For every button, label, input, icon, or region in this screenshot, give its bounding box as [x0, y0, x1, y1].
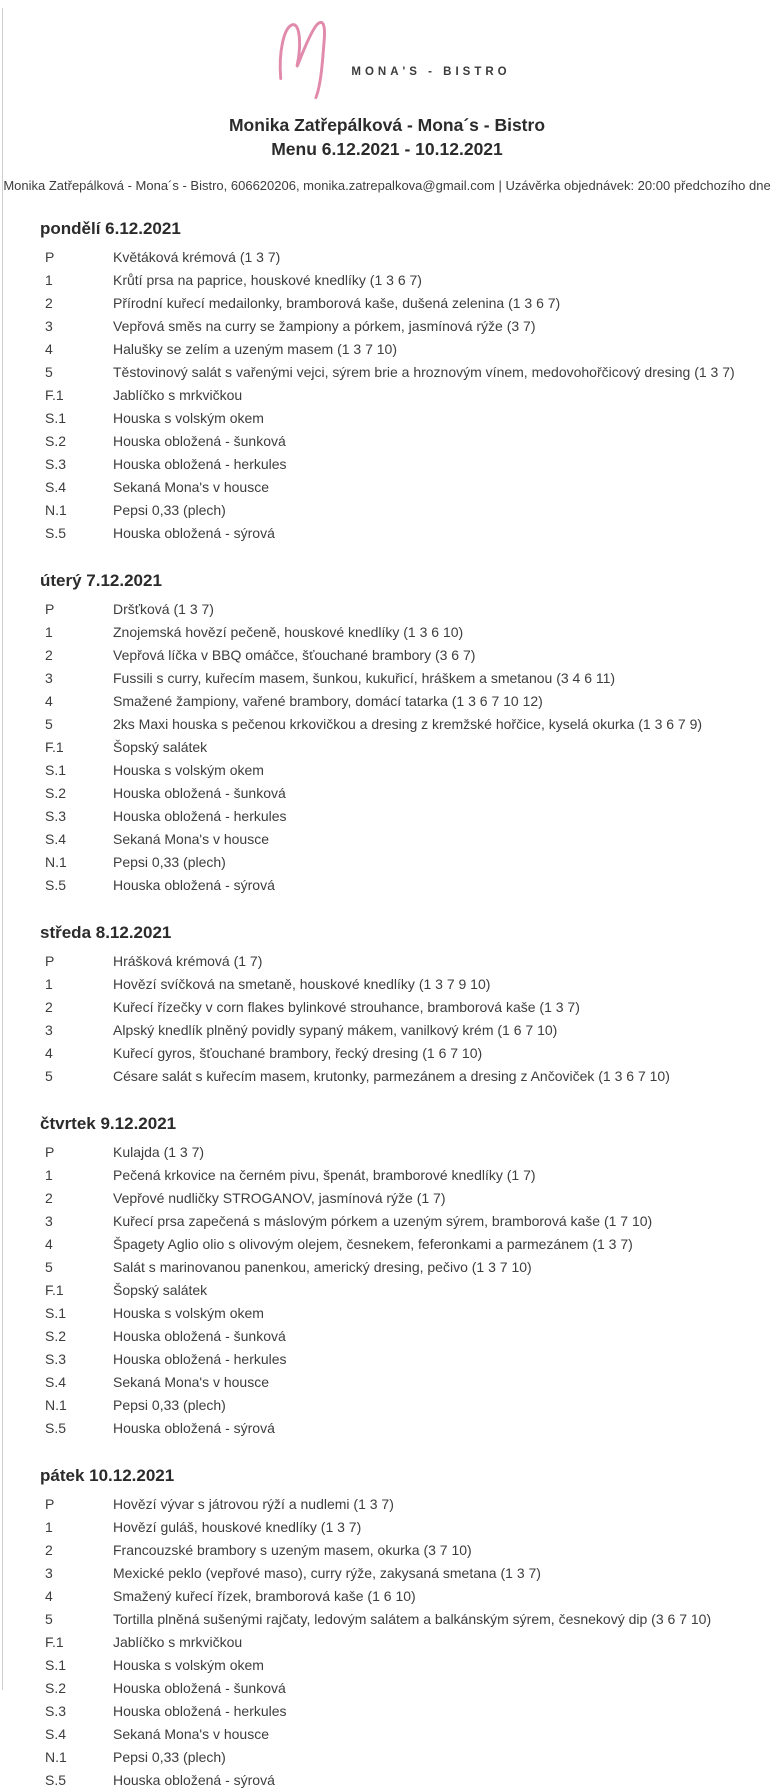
item-code: 3 [45, 670, 53, 687]
item-code: S.3 [45, 808, 67, 825]
logo [0, 12, 774, 104]
item-code: 3 [45, 1022, 53, 1039]
item-text: Sekaná Mona's v housce [113, 1726, 269, 1743]
item-code: 2 [45, 999, 53, 1016]
item-code: 5 [45, 1259, 53, 1276]
item-code: 4 [45, 341, 53, 358]
item-code: S.2 [45, 433, 67, 450]
item-text: Houska obložená - sýrová [113, 877, 275, 894]
item-code: S.1 [45, 1657, 67, 1674]
item-text: Hovězí guláš, houskové knedlíky (1 3 7) [113, 1519, 362, 1536]
menu-item-row [0, 522, 774, 545]
menu-item-row [0, 973, 774, 996]
menu-item-row [0, 874, 774, 897]
item-code: 3 [45, 1565, 53, 1582]
item-text: Pepsi 0,33 (plech) [113, 1749, 226, 1766]
item-text: Špagety Aglio olio s olivovým olejem, česnekem, feferonkami a parmezánem (1 3 7) [113, 1236, 633, 1253]
item-code: S.4 [45, 831, 67, 848]
menu-item-row [0, 1493, 774, 1516]
item-code: F.1 [45, 739, 64, 756]
menu-item-row [0, 1516, 774, 1539]
menu-date-range: Menu 6.12.2021 - 10.12.2021 [271, 138, 503, 159]
menu-item-row [0, 1562, 774, 1585]
item-text: Houska obložená - sýrová [113, 1772, 275, 1789]
item-code: 1 [45, 624, 53, 641]
item-text: Šopský salátek [113, 739, 208, 756]
item-text: Pečená krkovice na černém pivu, špenát, bramborové knedlíky (1 7) [113, 1167, 536, 1184]
menu-item-row [0, 1141, 774, 1164]
item-code: 4 [45, 1045, 53, 1062]
item-code: N.1 [45, 1397, 67, 1414]
menu-item-row [0, 667, 774, 690]
menu-item-row [0, 246, 774, 269]
item-text: Znojemská hovězí pečeně, houskové knedlíky (1 3 6 10) [113, 624, 464, 641]
item-text: Kulajda (1 3 7) [113, 1144, 205, 1161]
menu-item-row [0, 950, 774, 973]
item-text: Květáková krémová (1 3 7) [113, 249, 281, 266]
item-text: Houska s volským okem [113, 1305, 264, 1322]
menu-item-row [0, 384, 774, 407]
item-text: Houska obložená - šunková [113, 1328, 286, 1345]
menu-item-row [0, 1654, 774, 1677]
item-text: 2ks Maxi houska s pečenou krkovičkou a dresing z kremžské hořčice, kyselá okurka (1 3 6 7 9) [113, 716, 703, 733]
menu-item-row [0, 1325, 774, 1348]
menu-item-row [0, 315, 774, 338]
menu-item-row [0, 1746, 774, 1769]
item-text: Smažené žampiony, vařené brambory, domácí tatarka (1 3 6 7 10 12) [113, 693, 543, 710]
item-code: S.4 [45, 479, 67, 496]
item-code: 5 [45, 716, 53, 733]
menu-item-row [0, 805, 774, 828]
item-text: Fussili s curry, kuřecím masem, šunkou, kukuřicí, hráškem a smetanou (3 4 6 11) [113, 670, 616, 687]
menu-item-row [0, 1302, 774, 1325]
item-text: Houska obložená - sýrová [113, 525, 275, 542]
menu-item-row [0, 1019, 774, 1042]
item-text: Jablíčko s mrkvičkou [113, 387, 243, 404]
menu-item-row [0, 361, 774, 384]
item-code: S.3 [45, 456, 67, 473]
menu-item-row [0, 269, 774, 292]
menu-item-row [0, 1723, 774, 1746]
item-code: 3 [45, 1213, 53, 1230]
logo-wordmark: MONA'S - BISTRO [351, 66, 511, 78]
menu-item-row [0, 453, 774, 476]
item-text: Vepřová směs na curry se žampiony a pórkem, jasmínová rýže (3 7) [113, 318, 536, 335]
item-code: F.1 [45, 1634, 64, 1651]
item-text: Těstovinový salát s vařenými vejci, sýrem brie a hroznovým vínem, medovohořčicový dresing (1 3 7) [113, 364, 735, 381]
menu-item-row [0, 430, 774, 453]
item-text: Šopský salátek [113, 1282, 208, 1299]
day-heading: středa 8.12.2021 [40, 923, 172, 943]
item-text: Houska obložená - herkules [113, 1351, 287, 1368]
item-text: Mexické peklo (vepřové maso), curry rýže, zakysaná smetana (1 3 7) [113, 1565, 541, 1582]
item-text: Sekaná Mona's v housce [113, 831, 269, 848]
menu-item-row [0, 1585, 774, 1608]
item-code: P [45, 249, 55, 266]
menu-item-row [0, 644, 774, 667]
item-text: Vepřové nudličky STROGANOV, jasmínová rýže (1 7) [113, 1190, 446, 1207]
item-code: 2 [45, 1542, 53, 1559]
item-text: Hrášková krémová (1 7) [113, 953, 263, 970]
item-text: Kuřecí gyros, šťouchané brambory, řecký dresing (1 6 7 10) [113, 1045, 483, 1062]
item-code: N.1 [45, 1749, 67, 1766]
day-section [0, 1466, 774, 1792]
menu-item-row [0, 851, 774, 874]
item-code: P [45, 1496, 55, 1513]
menu-item-row [0, 1348, 774, 1371]
logo-m-icon [263, 14, 341, 102]
page-title: Monika Zatřepálková - Mona´s - Bistro [228, 115, 546, 135]
day-section [0, 571, 774, 897]
day-heading: úterý 7.12.2021 [40, 571, 162, 591]
menu-item-row [0, 1279, 774, 1302]
menu-item-row [0, 407, 774, 430]
item-text: Vepřová líčka v BBQ omáčce, šťouchané brambory (3 6 7) [113, 647, 476, 664]
menu-item-row [0, 476, 774, 499]
item-text: Pepsi 0,33 (plech) [113, 854, 226, 871]
item-text: Krůtí prsa na paprice, houskové knedlíky (1 3 6 7) [113, 272, 422, 289]
item-text: Smažený kuřecí řízek, bramborová kaše (1 6 10) [113, 1588, 416, 1605]
item-text: Salát s marinovanou panenkou, americký dresing, pečivo (1 3 7 10) [113, 1259, 532, 1276]
item-code: 1 [45, 1167, 53, 1184]
item-code: 3 [45, 318, 53, 335]
item-text: Houska obložená - šunková [113, 433, 286, 450]
item-code: S.1 [45, 762, 67, 779]
menu-item-row [0, 1608, 774, 1631]
item-code: 2 [45, 295, 53, 312]
menu-item-row [0, 1187, 774, 1210]
menu-item-row [0, 1164, 774, 1187]
item-code: S.5 [45, 1772, 67, 1789]
item-code: S.1 [45, 410, 67, 427]
item-text: Houska obložená - herkules [113, 456, 287, 473]
item-code: S.4 [45, 1374, 67, 1391]
menu-item-row [0, 1256, 774, 1279]
menu-item-row [0, 996, 774, 1019]
item-text: Přírodní kuřecí medailonky, bramborová kaše, dušená zelenina (1 3 6 7) [113, 295, 561, 312]
item-text: Césare salát s kuřecím masem, krutonky, parmezánem a dresing z Ančoviček (1 3 6 7 10) [113, 1068, 670, 1085]
item-text: Kuřecí řízečky v corn flakes bylinkové strouhance, bramborová kaše (1 3 7) [113, 999, 580, 1016]
menu-item-row [0, 1417, 774, 1440]
item-text: Francouzské brambory s uzeným masem, okurka (3 7 10) [113, 1542, 472, 1559]
menu-item-row [0, 1539, 774, 1562]
item-text: Hovězí svíčková na smetaně, houskové knedlíky (1 3 7 9 10) [113, 976, 491, 993]
item-code: S.3 [45, 1703, 67, 1720]
menu-item-row [0, 1769, 774, 1792]
page-left-border [2, 8, 3, 1690]
day-heading: pondělí 6.12.2021 [40, 219, 181, 239]
item-text: Dršťková (1 3 7) [113, 601, 214, 618]
item-text: Pepsi 0,33 (plech) [113, 1397, 226, 1414]
item-code: F.1 [45, 387, 64, 404]
menu-item-row [0, 499, 774, 522]
menu-item-row [0, 1371, 774, 1394]
item-text: Houska obložená - šunková [113, 1680, 286, 1697]
day-heading: pátek 10.12.2021 [40, 1466, 175, 1486]
item-text: Houska obložená - sýrová [113, 1420, 275, 1437]
menu-item-row [0, 690, 774, 713]
item-code: P [45, 1144, 55, 1161]
item-text: Sekaná Mona's v housce [113, 1374, 269, 1391]
item-code: S.5 [45, 877, 67, 894]
menu-item-row [0, 782, 774, 805]
menu-item-row [0, 1631, 774, 1654]
item-text: Kuřecí prsa zapečená s máslovým pórkem a uzeným sýrem, bramborová kaše (1 7 10) [113, 1213, 653, 1230]
item-code: N.1 [45, 502, 67, 519]
item-code: 1 [45, 976, 53, 993]
item-code: P [45, 953, 55, 970]
item-code: 5 [45, 1611, 53, 1628]
menu-item-row [0, 1394, 774, 1417]
item-code: 4 [45, 1236, 53, 1253]
item-code: 4 [45, 693, 53, 710]
item-text: Houska s volským okem [113, 410, 264, 427]
item-text: Pepsi 0,33 (plech) [113, 502, 226, 519]
menu-item-row [0, 338, 774, 361]
item-text: Houska obložená - herkules [113, 808, 287, 825]
contact-line: Monika Zatřepálková - Mona´s - Bistro, 606620206, monika.zatrepalkova@gmail.com | Uzávěrka objednávek: 20:00 předchozího dne [3, 178, 771, 194]
item-code: S.1 [45, 1305, 67, 1322]
menu-item-row [0, 1042, 774, 1065]
menu-item-row [0, 621, 774, 644]
item-code: S.2 [45, 1680, 67, 1697]
item-code: P [45, 601, 55, 618]
item-text: Alpský knedlík plněný povidly sypaný mákem, vanilkový krém (1 6 7 10) [113, 1022, 558, 1039]
day-heading: čtvrtek 9.12.2021 [40, 1114, 177, 1134]
menu-item-row [0, 759, 774, 782]
item-code: S.4 [45, 1726, 67, 1743]
item-code: 5 [45, 364, 53, 381]
item-code: S.5 [45, 1420, 67, 1437]
item-text: Houska s volským okem [113, 1657, 264, 1674]
item-text: Houska obložená - šunková [113, 785, 286, 802]
item-code: F.1 [45, 1282, 64, 1299]
item-text: Hovězí vývar s játrovou rýží a nudlemi (1 3 7) [113, 1496, 394, 1513]
menu-days [0, 219, 774, 1792]
item-text: Halušky se zelím a uzeným masem (1 3 7 10) [113, 341, 397, 358]
item-code: S.5 [45, 525, 67, 542]
item-text: Jablíčko s mrkvičkou [113, 1634, 243, 1651]
menu-item-row [0, 1233, 774, 1256]
item-code: 2 [45, 1190, 53, 1207]
item-code: 1 [45, 272, 53, 289]
day-section [0, 219, 774, 545]
item-text: Houska obložená - herkules [113, 1703, 287, 1720]
item-text: Houska s volským okem [113, 762, 264, 779]
item-text: Tortilla plněná sušenými rajčaty, ledovým salátem a balkánským sýrem, česnekový dip (3 6 7 10) [113, 1611, 712, 1628]
document-header [0, 12, 774, 193]
menu-item-row [0, 713, 774, 736]
menu-item-row [0, 828, 774, 851]
menu-item-row [0, 1677, 774, 1700]
menu-item-row [0, 1065, 774, 1088]
item-code: S.2 [45, 1328, 67, 1345]
day-section [0, 1114, 774, 1440]
item-code: S.2 [45, 785, 67, 802]
menu-item-row [0, 598, 774, 621]
item-code: 2 [45, 647, 53, 664]
menu-item-row [0, 736, 774, 759]
item-code: 4 [45, 1588, 53, 1605]
item-code: N.1 [45, 854, 67, 871]
menu-item-row [0, 1700, 774, 1723]
item-code: S.3 [45, 1351, 67, 1368]
item-text: Sekaná Mona's v housce [113, 479, 269, 496]
menu-item-row [0, 292, 774, 315]
item-code: 1 [45, 1519, 53, 1536]
menu-item-row [0, 1210, 774, 1233]
day-section [0, 923, 774, 1088]
item-code: 5 [45, 1068, 53, 1085]
